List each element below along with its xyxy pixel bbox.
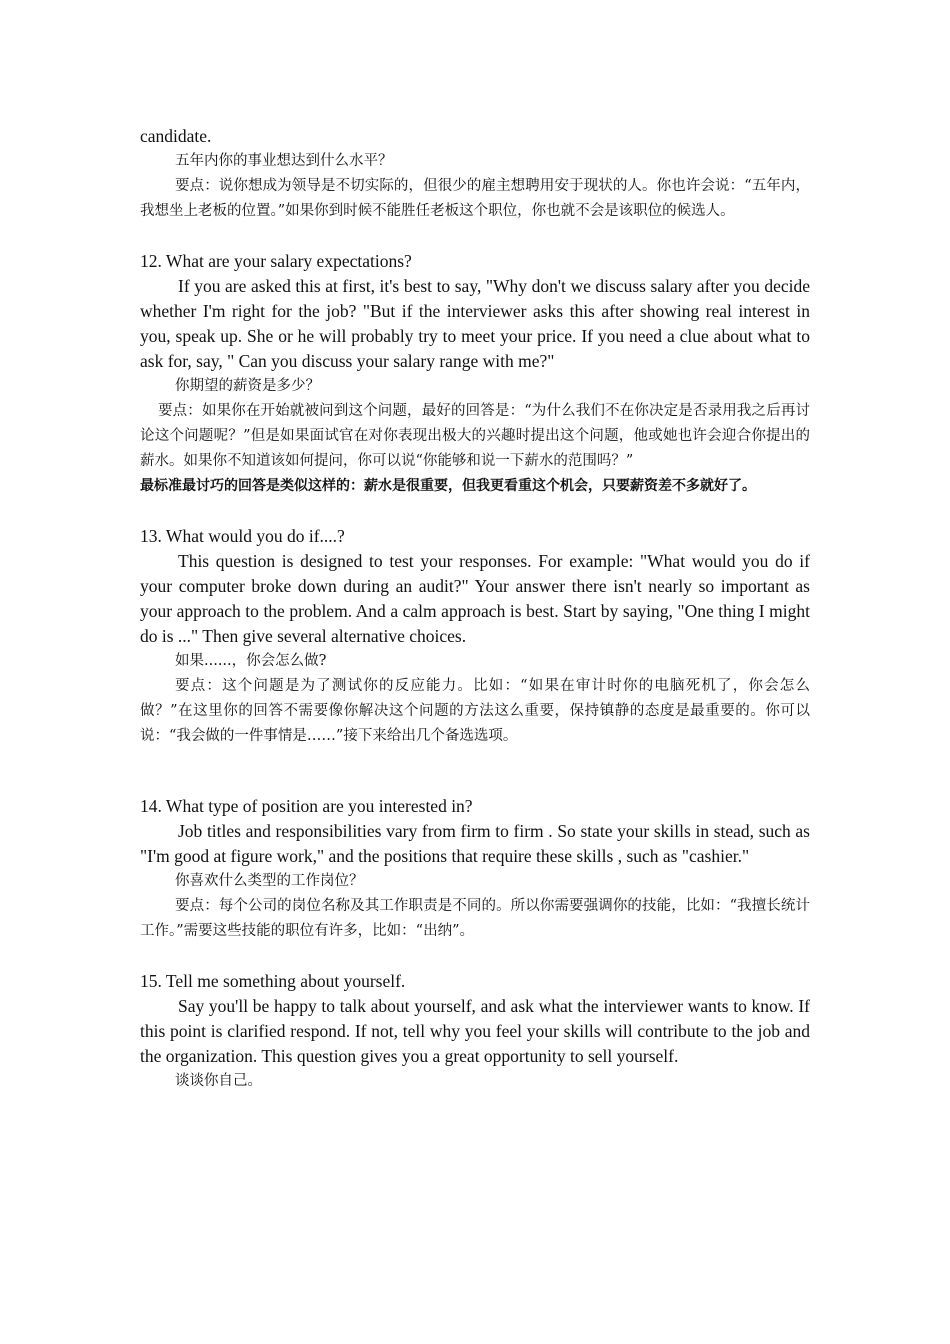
document-page: [140, 124, 810, 1094]
question-12-zh-tip: 要点：如果你在开始就被问到这个问题，最好的回答是：“为什么我们不在你决定是否录用我之后再讨论这个问题呢？”但是如果面试官在对你表现出极大的兴趣时提出这个问题，他或她也许会迎合你提出的薪水。如果你不知道该如何提问，你可以说“你能够和说一下薪水的范围吗？”: [140, 403, 810, 469]
spacer: [140, 224, 810, 249]
question-15-section: [140, 969, 810, 1094]
question-12-heading: 12. What are your salary expectations?: [140, 251, 412, 271]
question-14-answer: Job titles and responsibilities vary from firm to firm . So state your skills in stead, such as "I'm good at figure work," and the positions that require these skills , such as "cashier.": [140, 821, 810, 866]
continuation-text: candidate.: [140, 126, 212, 146]
question-12-zh-question: 你期望的薪资是多少？: [175, 378, 320, 394]
spacer: [140, 749, 810, 794]
zh-question-career: 五年内你的事业想达到什么水平？: [175, 153, 393, 169]
question-12-answer: If you are asked this at first, it's best to say, "Why don't we discuss salary after you decide whether I'm right for the job? "But if the interviewer asks this after showing real interest in you, speak up. She or he will probably try to meet your price. If you need a clue about what to ask for, say, " Can you discuss your salary range with me?": [140, 276, 810, 371]
question-13-zh-question: 如果......，你会怎么做?: [175, 653, 327, 669]
question-12-zh-note: 最标准最讨巧的回答是类似这样的：薪水是很重要，但我更看重这个机会，只要薪资差不多就好了。: [140, 478, 756, 494]
question-14-section: [140, 794, 810, 944]
question-13-section: [140, 524, 810, 749]
question-13-heading: 13. What would you do if....?: [140, 526, 345, 546]
question-13-answer: This question is designed to test your responses. For example: "What would you do if your computer broke down during an audit?" Your answer there isn't nearly so important as your approach to the problem. And a calm approach is best. Start by saying, "One thing I might do is ..." Then give several alternative choices.: [140, 551, 810, 646]
question-13-zh-tip: 要点：这个问题是为了测试你的反应能力。比如：“如果在审计时你的电脑死机了，你会怎么做？”在这里你的回答不需要像你解决这个问题的方法这么重要，保持镇静的态度是最重要的。你可以说：“我会做的一件事情是……”接下来给出几个备选选项。: [140, 678, 810, 744]
question-15-zh-question: 谈谈你自己。: [175, 1073, 262, 1089]
question-12-section: [140, 249, 810, 499]
zh-tip-career: 要点：说你想成为领导是不切实际的，但很少的雇主想聘用安于现状的人。你也许会说：“五年内，我想坐上老板的位置。”如果你到时候不能胜任老板这个职位，你也就不会是该职位的候选人。: [140, 178, 810, 219]
question-14-zh-question: 你喜欢什么类型的工作岗位？: [175, 873, 364, 889]
question-14-zh-tip: 要点：每个公司的岗位名称及其工作职责是不同的。所以你需要强调你的技能，比如：“我擅长统计工作。”需要这些技能的职位有许多，比如：“出纳”。: [140, 898, 810, 939]
question-15-heading: 15. Tell me something about yourself.: [140, 971, 406, 991]
question-14-heading: 14. What type of position are you interested in?: [140, 796, 473, 816]
question-15-answer: Say you'll be happy to talk about yourself, and ask what the interviewer wants to know. If this point is clarified respond. If not, tell why you feel your skills will contribute to the job and the organization. This question gives you a great opportunity to sell yourself.: [140, 996, 810, 1066]
spacer: [140, 944, 810, 969]
spacer: [140, 499, 810, 524]
